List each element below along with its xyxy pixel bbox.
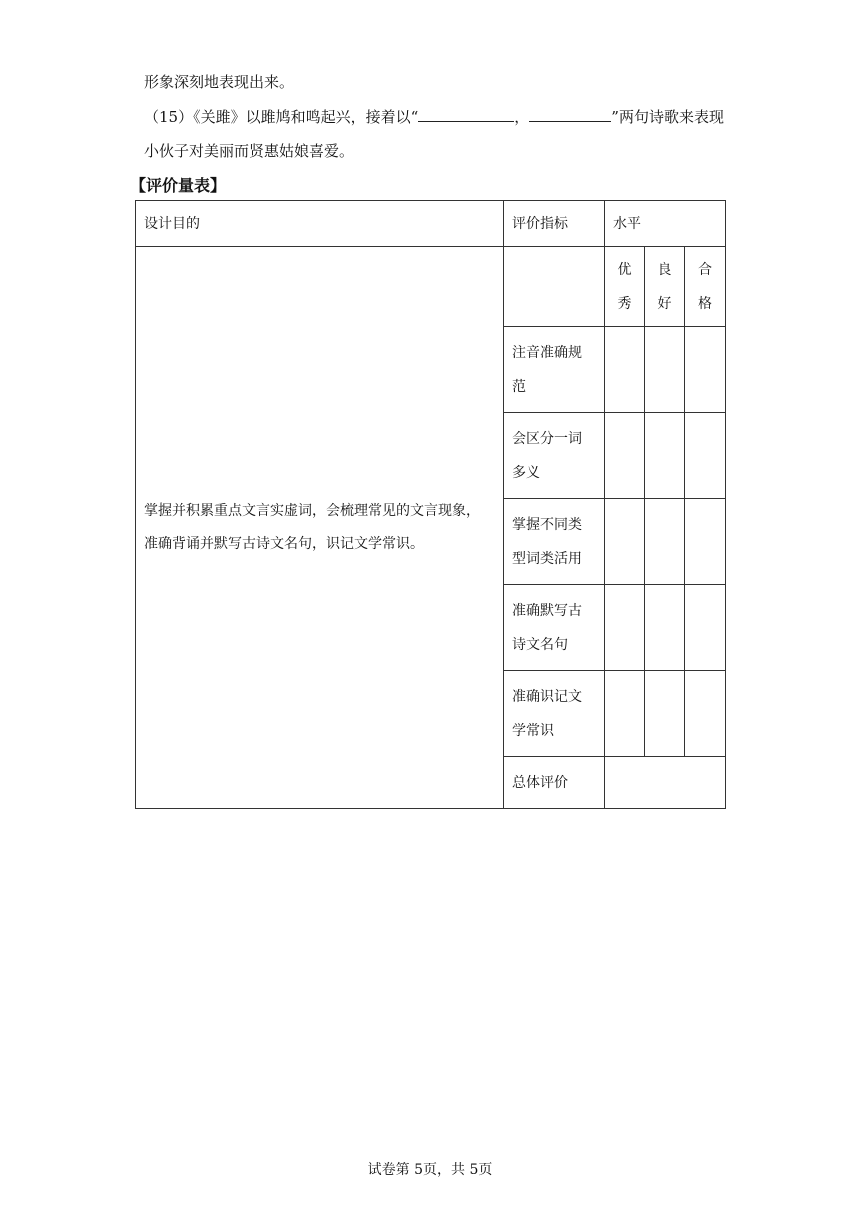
rubric-level-row [136, 247, 726, 327]
score-cell-good[interactable] [645, 671, 685, 757]
indicator-3-line-1: 掌握不同类 [512, 516, 582, 533]
level-pass [685, 247, 726, 327]
header-level: 水平 [605, 201, 726, 247]
evaluation-rubric-table [135, 200, 726, 809]
question-15-suffix: ”两句诗歌来表现 [611, 108, 724, 126]
score-cell-excellent[interactable] [605, 671, 645, 757]
overall-value-cell[interactable] [605, 757, 726, 809]
indicator-1-line-1: 注音准确规 [512, 344, 582, 361]
score-cell-good[interactable] [645, 327, 685, 413]
score-cell-good[interactable] [645, 499, 685, 585]
score-cell-pass[interactable] [685, 327, 726, 413]
indicator-cell [504, 671, 605, 757]
header-indicator: 评价指标 [504, 201, 605, 247]
indicator-5-line-2: 学常识 [512, 722, 554, 739]
level-excellent-char-1: 优 [617, 261, 632, 278]
page-footer: 试卷第 5页，共 5页 [367, 1162, 493, 1178]
question-15-prefix: （15）《关雎》以雎鸠和鸣起兴，接着以“ [144, 108, 419, 126]
indicator-3-line-2: 型词类活用 [512, 550, 582, 567]
level-good-char-1: 良 [657, 261, 672, 278]
indicator-4-line-2: 诗文名句 [512, 636, 568, 653]
question-15-separator: ， [514, 108, 530, 126]
header-purpose: 设计目的 [136, 201, 504, 247]
score-cell-pass[interactable] [685, 413, 726, 499]
score-cell-pass[interactable] [685, 499, 726, 585]
indicator-cell [504, 499, 605, 585]
purpose-cell [136, 247, 504, 809]
section-heading: 【评价量表】 [130, 176, 227, 195]
score-cell-excellent[interactable] [605, 499, 645, 585]
score-cell-excellent[interactable] [605, 327, 645, 413]
purpose-text-line-1: 掌握并积累重点文言实虚词，会梳理常见的文言现象， [144, 502, 480, 519]
indicator-empty-cell [504, 247, 605, 327]
answer-blank-2[interactable] [529, 107, 611, 122]
text-line-1: 形象深刻地表现出来。 [144, 73, 295, 91]
indicator-2-line-2: 多义 [512, 464, 540, 481]
level-pass-char-2: 格 [698, 295, 712, 312]
score-cell-pass[interactable] [685, 585, 726, 671]
indicator-1-line-2: 范 [512, 378, 526, 395]
question-15-continuation: 小伙子对美丽而贤惠姑娘喜爱。 [144, 142, 355, 160]
score-cell-pass[interactable] [685, 671, 726, 757]
overall-label: 总体评价 [504, 757, 605, 809]
indicator-cell [504, 585, 605, 671]
indicator-2-line-1: 会区分一词 [512, 430, 582, 447]
score-cell-excellent[interactable] [605, 413, 645, 499]
rubric-header-row [136, 201, 726, 247]
level-excellent [605, 247, 645, 327]
indicator-cell [504, 413, 605, 499]
indicator-4-line-1: 准确默写古 [512, 602, 582, 619]
indicator-5-line-1: 准确识记文 [512, 688, 582, 705]
answer-blank-1[interactable] [418, 107, 514, 122]
level-good-char-2: 好 [657, 295, 672, 312]
score-cell-excellent[interactable] [605, 585, 645, 671]
score-cell-good[interactable] [645, 585, 685, 671]
purpose-text-line-2: 准确背诵并默写古诗文名句，识记文学常识。 [144, 535, 424, 552]
level-excellent-char-2: 秀 [617, 295, 632, 312]
question-15 [144, 107, 724, 127]
level-good [645, 247, 685, 327]
score-cell-good[interactable] [645, 413, 685, 499]
level-pass-char-1: 合 [698, 261, 712, 278]
indicator-cell [504, 327, 605, 413]
